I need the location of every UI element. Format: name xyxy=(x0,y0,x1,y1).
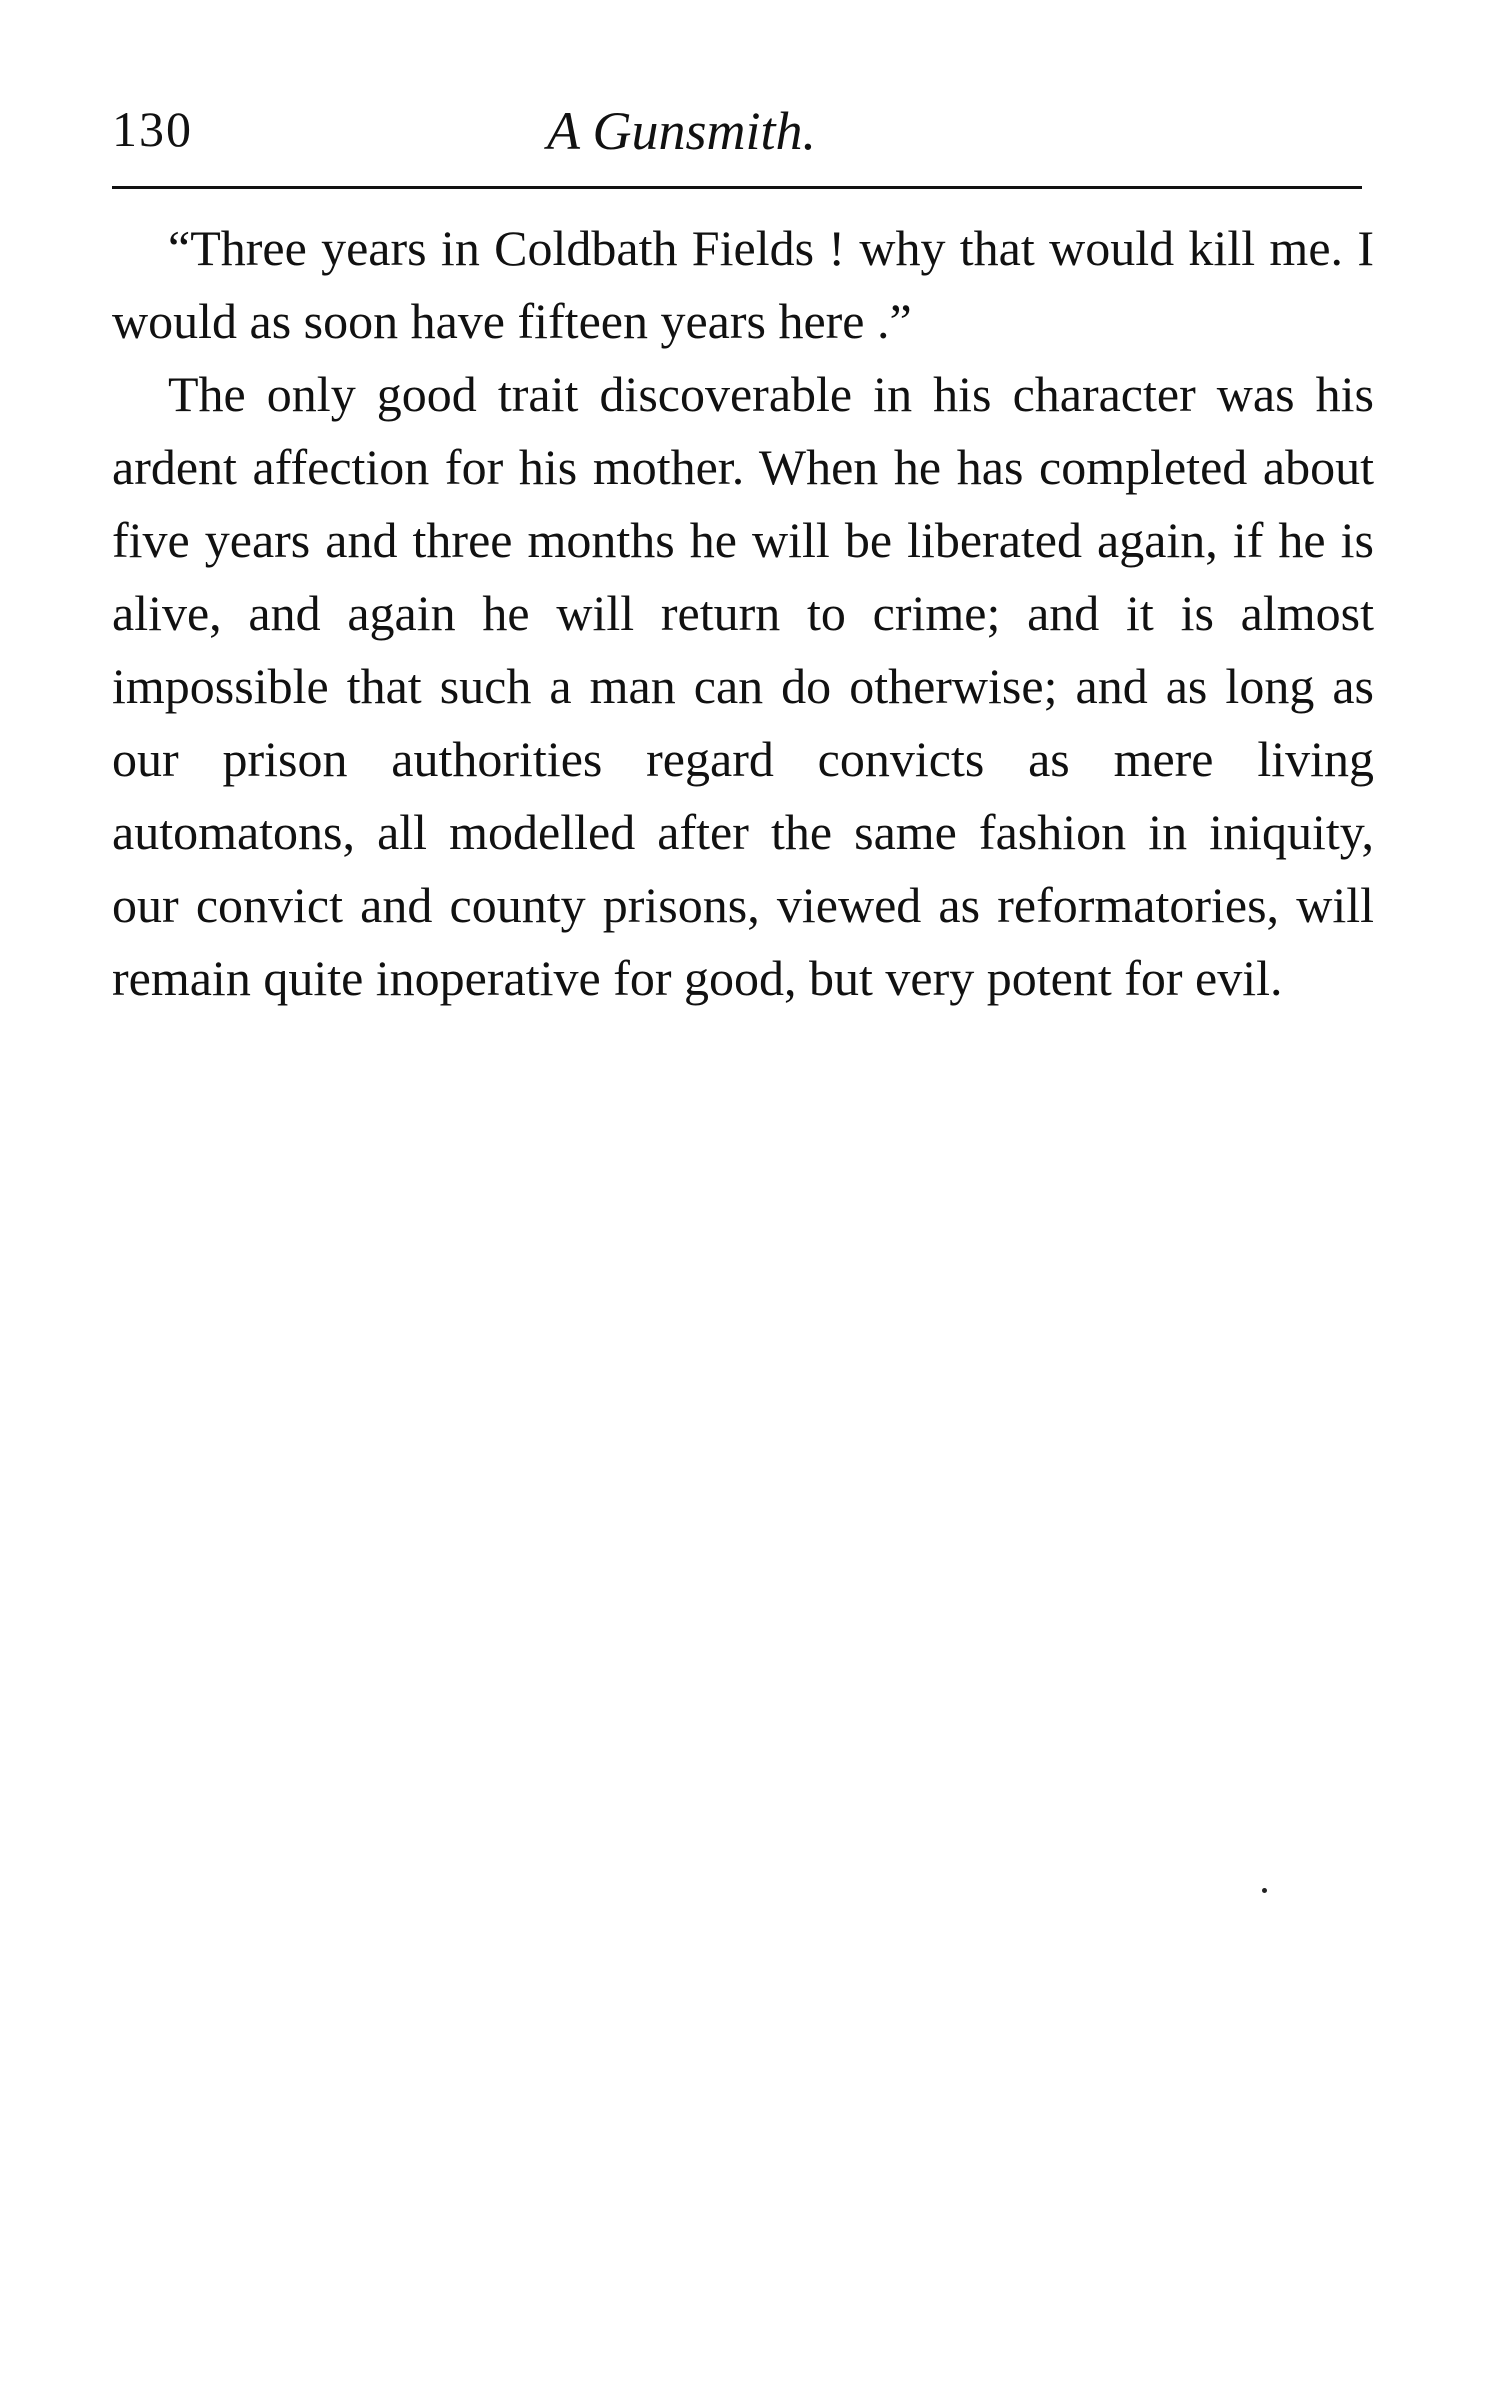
paragraph: “Three years in Coldbath Fields ! why that would kill me. I would as soon have fifteen years here .” xyxy=(112,220,1374,349)
running-title: A Gunsmith. xyxy=(547,101,817,161)
body-text xyxy=(112,212,1374,1015)
print-speck xyxy=(1262,1888,1267,1893)
header-rule xyxy=(112,186,1362,189)
page-number: 130 xyxy=(112,101,193,157)
page-header xyxy=(112,100,1362,180)
paragraph: The only good trait discoverable in his character was his ardent affection for his mother. When he has completed about five years and three months he will be liberated again, if he is alive, and again he will return to crime; and it is almost impossible that such a man can do otherwise; and as long as our prison authorities regard convicts as mere living automatons, all modelled after the same fashion in iniquity, our convict and county prisons, viewed as reformatories, will remain quite inoperative for good, but very potent for evil. xyxy=(112,366,1374,1006)
